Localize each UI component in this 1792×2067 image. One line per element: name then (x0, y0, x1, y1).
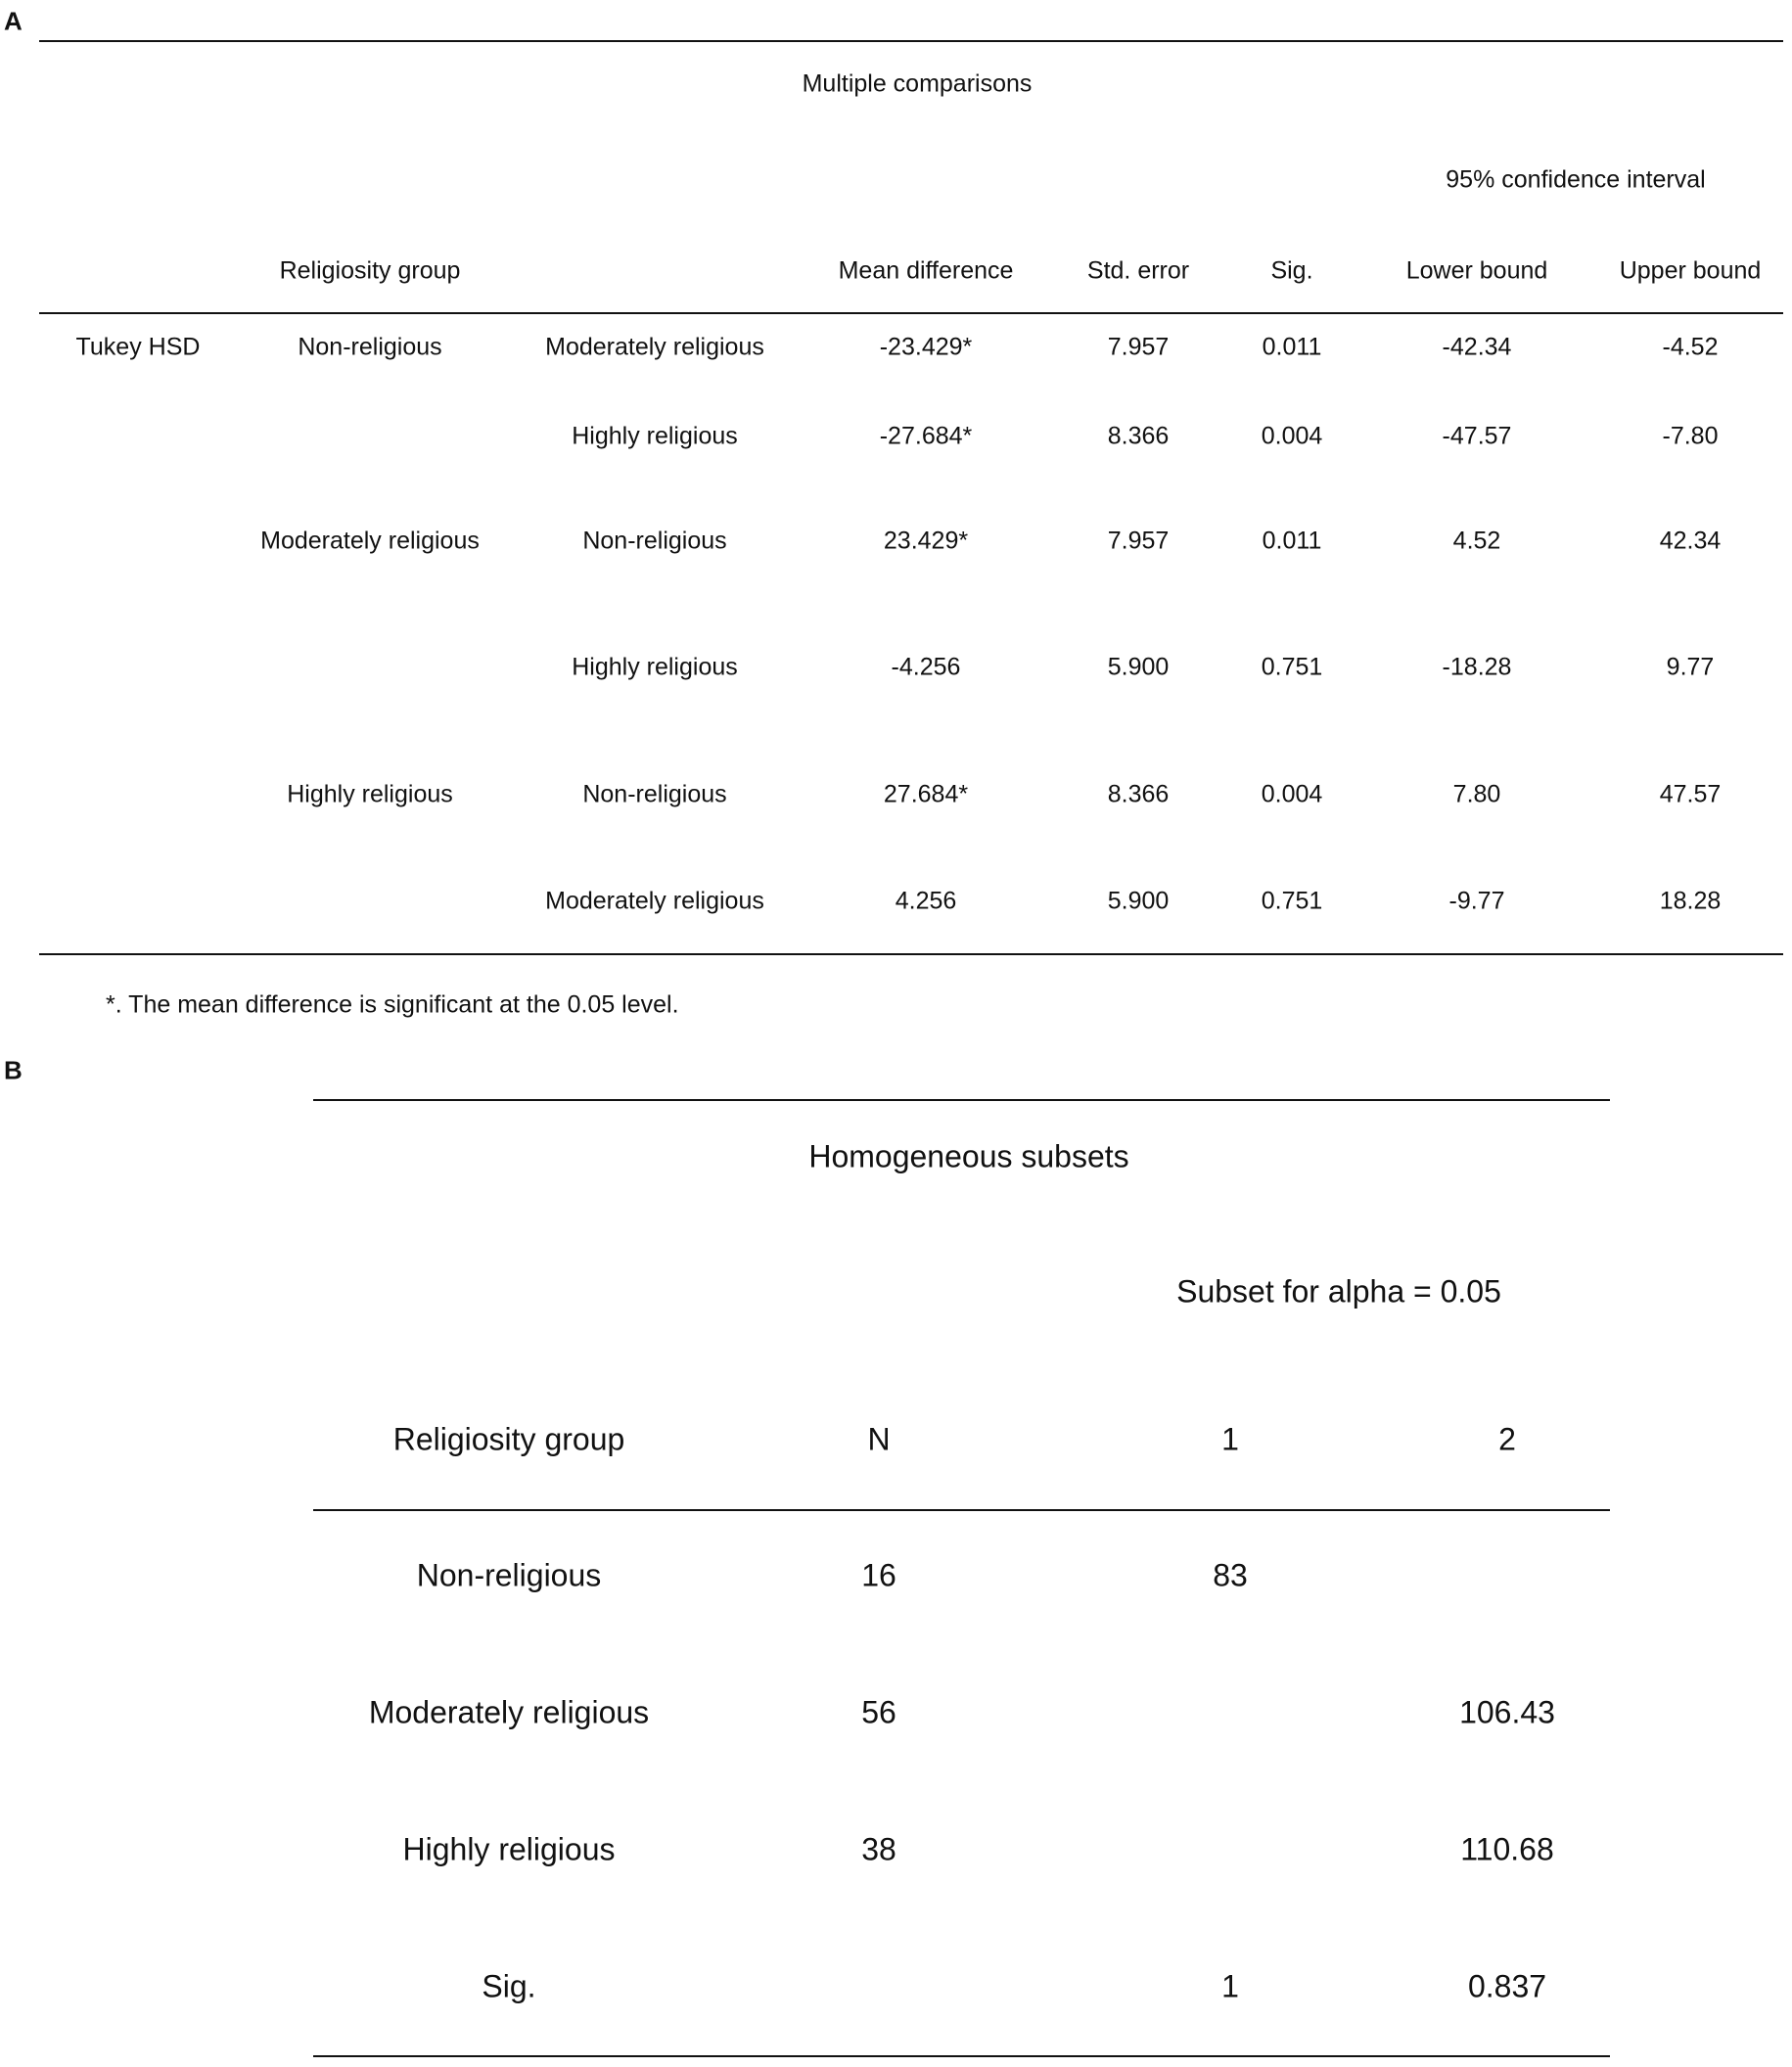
method-label: Tukey HSD (75, 333, 201, 361)
cell-se: 7.957 (1107, 333, 1170, 361)
table-a-title: Multiple comparisons (802, 69, 1033, 98)
cell-group: Non-religious (298, 333, 442, 361)
cell-s1: 83 (1213, 1557, 1248, 1593)
ci-header: 95% confidence interval (1446, 165, 1706, 194)
header-b-s2: 2 (1498, 1421, 1516, 1457)
cell-se: 7.957 (1107, 527, 1170, 555)
cell-lower: 4.52 (1452, 527, 1501, 555)
header-b-group: Religiosity group (392, 1421, 625, 1457)
cell-sig: 0.011 (1262, 527, 1322, 555)
cell-group: Non-religious (416, 1557, 602, 1593)
cell-compare: Moderately religious (545, 887, 764, 915)
cell-sig: 0.751 (1261, 653, 1323, 681)
cell-se: 8.366 (1107, 780, 1170, 808)
cell-lower: -47.57 (1442, 422, 1512, 450)
cell-se: 5.900 (1107, 887, 1170, 915)
table-a-top-rule (39, 40, 1783, 42)
header-sig: Sig. (1270, 256, 1313, 285)
footnote: *. The mean difference is significant at the 0.05 level. (106, 990, 679, 1019)
cell-compare: Highly religious (572, 653, 738, 681)
header-se: Std. error (1086, 256, 1190, 285)
cell-upper: -4.52 (1662, 333, 1719, 361)
header-b-s1: 1 (1221, 1421, 1239, 1457)
cell-s2: 110.68 (1460, 1831, 1554, 1867)
table-b-bottom-rule (313, 2055, 1610, 2057)
table-b-top-rule (313, 1099, 1610, 1101)
header-lower: Lower bound (1405, 256, 1548, 285)
header-b-n: N (867, 1421, 891, 1457)
cell-compare: Non-religious (582, 527, 727, 555)
cell-se: 8.366 (1107, 422, 1170, 450)
panel-a-label: A (4, 6, 23, 36)
cell-mean: 23.429* (883, 527, 969, 555)
header-group: Religiosity group (279, 256, 461, 285)
cell-lower: -18.28 (1442, 653, 1512, 681)
cell-upper: 9.77 (1666, 653, 1715, 681)
cell-upper: -7.80 (1662, 422, 1719, 450)
table-b-header-rule (313, 1509, 1610, 1511)
cell-compare: Moderately religious (545, 333, 764, 361)
header-upper: Upper bound (1619, 256, 1762, 285)
cell-lower: 7.80 (1452, 780, 1501, 808)
cell-n: 16 (861, 1557, 896, 1593)
cell-mean: 4.256 (895, 887, 957, 915)
cell-s2: 0.837 (1467, 1968, 1547, 2004)
cell-sig: 0.011 (1262, 333, 1322, 361)
cell-s2: 106.43 (1459, 1694, 1555, 1730)
cell-upper: 47.57 (1659, 780, 1722, 808)
cell-mean: 27.684* (883, 780, 969, 808)
header-mean: Mean difference (838, 256, 1014, 285)
cell-n: 38 (861, 1831, 896, 1867)
cell-group: Highly religious (287, 780, 453, 808)
cell-upper: 42.34 (1659, 527, 1722, 555)
table-b-title: Homogeneous subsets (808, 1138, 1129, 1174)
cell-compare: Highly religious (572, 422, 738, 450)
cell-compare: Non-religious (582, 780, 727, 808)
panel-b-label: B (4, 1055, 23, 1085)
cell-lower: -42.34 (1442, 333, 1512, 361)
cell-lower: -9.77 (1448, 887, 1505, 915)
cell-upper: 18.28 (1659, 887, 1722, 915)
cell-group: Highly religious (402, 1831, 616, 1867)
cell-mean: -27.684* (879, 422, 973, 450)
cell-group: Moderately religious (368, 1694, 650, 1730)
cell-group: Moderately religious (260, 527, 480, 555)
cell-sig: 0.751 (1261, 887, 1323, 915)
cell-s1: 1 (1221, 1968, 1239, 2004)
table-a-header-rule (39, 312, 1783, 314)
cell-n: 56 (861, 1694, 896, 1730)
cell-mean: -4.256 (891, 653, 961, 681)
cell-sig: 0.004 (1261, 422, 1323, 450)
table-a-bottom-rule (39, 953, 1783, 955)
cell-group: Sig. (482, 1968, 536, 2004)
subset-header: Subset for alpha = 0.05 (1176, 1273, 1501, 1309)
cell-mean: -23.429* (879, 333, 973, 361)
cell-se: 5.900 (1107, 653, 1170, 681)
cell-sig: 0.004 (1261, 780, 1323, 808)
